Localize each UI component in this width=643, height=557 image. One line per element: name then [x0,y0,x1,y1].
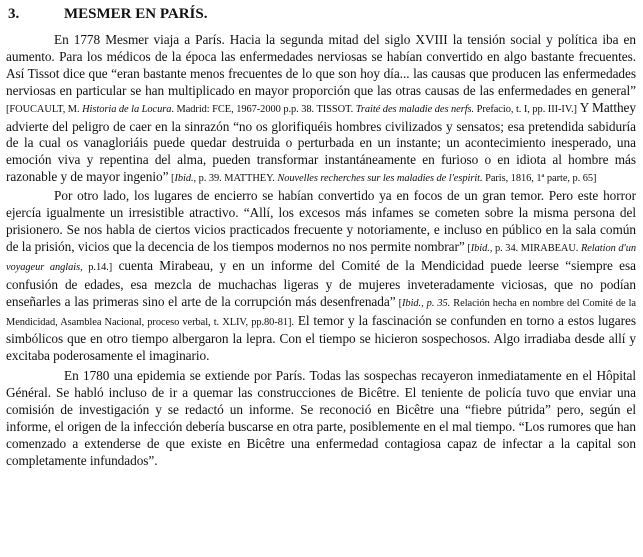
paragraph-3 [6,368,636,469]
section-number: 3. [8,6,20,22]
paragraph-text: El temor y la fascinación se confunden en torno a estos lugares simbólicos que en otro tiempo albergaron la lepra. Con el tiempo se hicieron sospechosos. Algo irradiaba desde allí y excitaba poderosamente el imaginario. [6,312,636,364]
paragraph-text: cuenta Mirabeau, y en un informe del Comité de la Mendicidad puede leerse “siempre esa confusión de edades, esa mezcla de muchachas ligeras y de mujeres inveteradamente viciosas, que no podían enseñarles a las primeras sino el arte de la corrupción más desenfrenada” [6,257,636,309]
paragraph-2 [6,188,636,365]
paragraph-text: En 1778 Mesmer viaja a París. Hacia la segunda mitad del siglo XVIII la tensión social y política iba en aumento. Para los médicos de la época las enfermedades nerviosas se habían convertido en algo bastante frecuentes. Así Tissot dice que “eran bastante menos frecuentes de lo que son hoy día... las causas que producen las enfermedades nerviosas en particular se han multiplicado en mayor proporción que las otras causas de las enfermedades en general” [6,32,636,98]
section-heading [8,4,636,24]
section-title: MESMER EN PARÍS. [64,6,208,22]
citation: [FOUCAULT, M. Historia de la Locura. Madrid: FCE, 1967-2000 p.p. 38. TISSOT. Traité des maladie des nerfs. Prefacio, t. I, pp. III-IV.] [6,103,577,115]
document-page [6,4,636,470]
paragraph-text: Y Matthey advierte del peligro de caer en la sinrazón “no os glorifiquéis hombres civilizados y sensatos; esa pretendida sabiduría de la cual os vanagloriáis puede quedar destruida o perturbada en un instante; un acontecimiento inesperado, una emoción viva y repentina del alma, pueden transformar instantáneamente en furioso o en idiota al hombre más razonable y de mayor ingenio” [6,99,637,185]
paragraph-text: Por otro lado, los lugares de encierro se habían convertido ya en focos de un gran temor. Pero este horror ejercía igualmente un irresistible atractivo. “Allí, los excesos más infames se cometen sobre la misma persona del prisionero. Se nos habla de ciertos vicios practicados frecuente y notoriamente, e incluso en público en la sala común de la prisión, vicios que la decencia de los tiempos modernos no nos permite nombrar” [6,188,636,254]
citation: [Ibid., p. 34. MIRABEAU. Relation d'un voyageur anglais, p.14.] [6,242,636,273]
paragraph-text: En 1780 una epidemia se extiende por París. Todas las sospechas recayeron inmediatamente en el Hôpital Général. Se habló incluso de ir a quemar las construcciones de Bicêtre. El teniente de policía tuvo que enviar una comisión de investigación y se redactó un informe. Se reconoció en Bicêtre una “fiebre pútrida” pero, según el informe, el origen de la infección debería buscarse en otra parte, posiblemente en el mal tiempo. “Los rumores que han comenzado a extenderse de que existe en Bicêtre una enfermedad contagiosa capaz de infectar a la capital son completamente infundados”. [6,368,636,468]
citation: [Ibid., p. 35. Relación hecha en nombre del Comité de la Mendicidad, Asamblea Nacional, proceso verbal, t. XLIV, pp.80-81]. [6,297,636,328]
citation: [Ibid., p. 39. MATTHEY. Nouvelles recherches sur les maladies de l'espirit. Paris, 1816, 1ª parte, p. 65] [168,173,597,185]
paragraph-1 [6,32,636,188]
